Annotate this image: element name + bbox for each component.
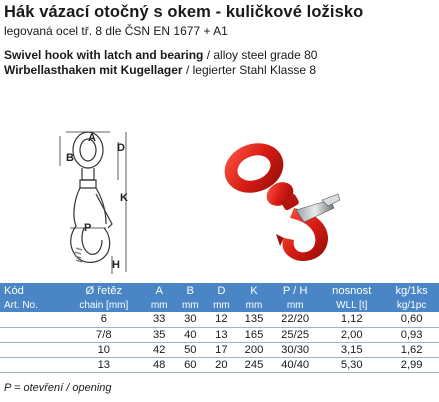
subheader-kg-per-pc: kg/1pc bbox=[384, 298, 439, 312]
cell-code bbox=[0, 312, 64, 327]
red-swivel-hook-image bbox=[210, 138, 360, 268]
cell-weight: 0,60 bbox=[384, 312, 439, 327]
cell-a: 48 bbox=[144, 357, 175, 372]
subheader-b-unit: mm bbox=[175, 298, 206, 312]
table-row bbox=[0, 357, 439, 372]
header-capacity: nosnost bbox=[319, 283, 384, 298]
cell-p-h: 22/20 bbox=[271, 312, 319, 327]
cell-d: 13 bbox=[206, 327, 237, 342]
cell-k: 165 bbox=[237, 327, 271, 342]
subheader-a-unit: mm bbox=[144, 298, 175, 312]
dimension-label-p: P bbox=[84, 222, 92, 234]
cell-wll: 1,12 bbox=[319, 312, 384, 327]
subheader-chain-mm: chain [mm] bbox=[64, 298, 144, 312]
header-p-h: P / H bbox=[271, 283, 319, 298]
cell-chain: 10 bbox=[64, 342, 144, 357]
table-subheader-row bbox=[0, 298, 439, 312]
subheader-wll: WLL [t] bbox=[319, 298, 384, 312]
cell-chain: 7/8 bbox=[64, 327, 144, 342]
english-description bbox=[4, 48, 317, 62]
page-title: Hák vázací otočný s okem - kuličkové ložisko bbox=[4, 3, 364, 21]
material-spec: legovaná ocel tř. 8 dle ČSN EN 1677 + A1 bbox=[4, 24, 228, 38]
dimension-label-k: K bbox=[120, 192, 128, 204]
hook-technical-drawing bbox=[30, 128, 140, 278]
cell-b: 60 bbox=[175, 357, 206, 372]
dimension-label-b: B bbox=[66, 152, 74, 164]
dimension-label-h: H bbox=[112, 259, 120, 271]
cell-b: 50 bbox=[175, 342, 206, 357]
cell-k: 245 bbox=[237, 357, 271, 372]
header-d: D bbox=[206, 283, 237, 298]
cell-b: 30 bbox=[175, 312, 206, 327]
cell-chain: 6 bbox=[64, 312, 144, 327]
dimension-label-a: A bbox=[88, 132, 96, 144]
table-row bbox=[0, 327, 439, 342]
cell-chain: 13 bbox=[64, 357, 144, 372]
cell-wll: 2,00 bbox=[319, 327, 384, 342]
cell-code bbox=[0, 342, 64, 357]
product-photo bbox=[210, 138, 360, 268]
cell-weight: 2,99 bbox=[384, 357, 439, 372]
cell-code bbox=[0, 357, 64, 372]
table-row bbox=[0, 342, 439, 357]
header-chain-diameter: Ø řetěz bbox=[64, 283, 144, 298]
subheader-art-no: Art. No. bbox=[0, 298, 64, 312]
cell-p-h: 40/40 bbox=[271, 357, 319, 372]
cell-d: 12 bbox=[206, 312, 237, 327]
cell-k: 200 bbox=[237, 342, 271, 357]
specifications-table bbox=[0, 283, 439, 373]
cell-d: 17 bbox=[206, 342, 237, 357]
header-b: B bbox=[175, 283, 206, 298]
cell-p-h: 25/25 bbox=[271, 327, 319, 342]
header-k: K bbox=[237, 283, 271, 298]
cell-wll: 3,15 bbox=[319, 342, 384, 357]
dimension-label-d: D bbox=[117, 142, 125, 154]
subheader-k-unit: mm bbox=[237, 298, 271, 312]
opening-footnote: P = otevření / opening bbox=[4, 382, 112, 394]
cell-code bbox=[0, 327, 64, 342]
cell-weight: 0,93 bbox=[384, 327, 439, 342]
english-material: / alloy steel grade 80 bbox=[203, 48, 318, 62]
cell-b: 40 bbox=[175, 327, 206, 342]
german-description bbox=[4, 63, 316, 77]
english-name: Swivel hook with latch and bearing bbox=[4, 48, 204, 62]
subheader-p-h-unit: mm bbox=[271, 298, 319, 312]
table-row bbox=[0, 312, 439, 327]
header-a: A bbox=[144, 283, 175, 298]
cell-d: 20 bbox=[206, 357, 237, 372]
table-header-row bbox=[0, 283, 439, 298]
cell-a: 33 bbox=[144, 312, 175, 327]
cell-weight: 1,62 bbox=[384, 342, 439, 357]
cell-wll: 5,30 bbox=[319, 357, 384, 372]
cell-p-h: 30/30 bbox=[271, 342, 319, 357]
subheader-d-unit: mm bbox=[206, 298, 237, 312]
header-code: Kód bbox=[0, 283, 64, 298]
cell-k: 135 bbox=[237, 312, 271, 327]
german-material: / legierter Stahl Klasse 8 bbox=[182, 63, 317, 77]
cell-a: 35 bbox=[144, 327, 175, 342]
cell-a: 42 bbox=[144, 342, 175, 357]
header-weight: kg/1ks bbox=[384, 283, 439, 298]
german-name: Wirbellasthaken mit Kugellager bbox=[4, 63, 183, 77]
